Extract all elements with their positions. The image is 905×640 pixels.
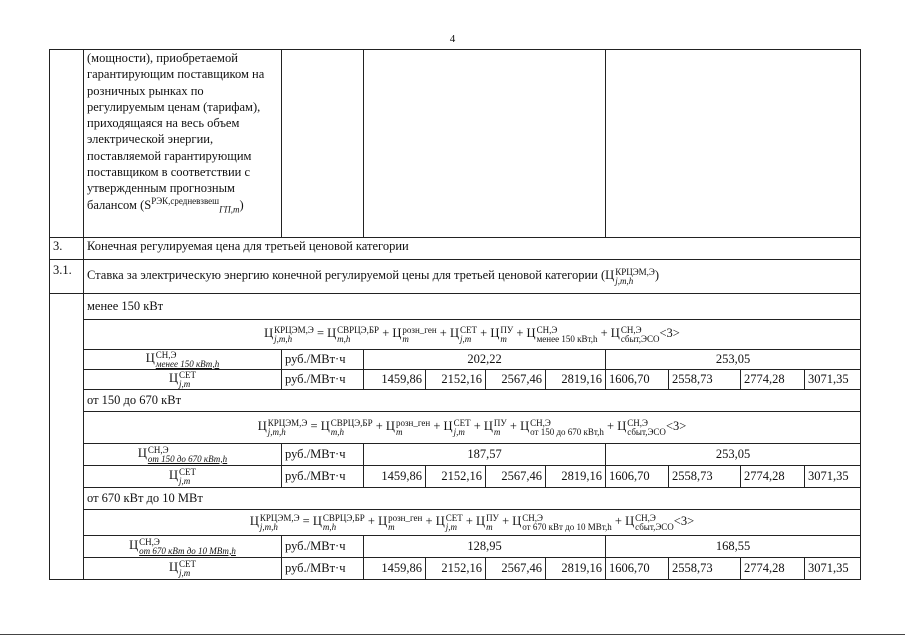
set-value: 2558,73 bbox=[669, 466, 741, 488]
sn-value-right: 253,05 bbox=[606, 350, 861, 370]
sn-label: Ц СН,Э менее 150 кВт,h bbox=[84, 350, 282, 370]
set-value: 1459,86 bbox=[364, 466, 426, 488]
sn-label: Ц СН,Э от 150 до 670 кВт,h bbox=[84, 444, 282, 466]
sn-value-left: 187,57 bbox=[364, 444, 606, 466]
set-value: 3071,35 bbox=[805, 558, 861, 580]
set-value: 2558,73 bbox=[669, 558, 741, 580]
unit: руб./МВт·ч bbox=[282, 558, 364, 580]
section-31-number: 3.1. bbox=[50, 260, 84, 294]
set-label: Ц СЕТ j,m bbox=[84, 370, 282, 390]
set-value: 2819,16 bbox=[546, 370, 606, 390]
set-value: 2819,16 bbox=[546, 466, 606, 488]
group-title: от 670 кВт до 10 МВт bbox=[84, 488, 861, 510]
set-value: 1606,70 bbox=[606, 558, 669, 580]
sn-value-right: 168,55 bbox=[606, 536, 861, 558]
set-value: 1606,70 bbox=[606, 466, 669, 488]
set-value: 2152,16 bbox=[426, 558, 486, 580]
group-2-set-row bbox=[50, 466, 861, 488]
continued-row bbox=[50, 50, 861, 238]
formula: Ц КРЦЭМ,Э j,m,h = Ц СВРЦЭ,БР m,h + Ц розн_ген m + Ц СЕТ j,m + Ц ПУ m + Ц СН,Э от 670 кВт до 10 МВт,h + Ц СН,Э сбыт,ЭСО <3> bbox=[84, 510, 861, 536]
group-1-set-row bbox=[50, 370, 861, 390]
set-value: 2567,46 bbox=[486, 370, 546, 390]
group-1-formula-row bbox=[50, 320, 861, 350]
set-value: 2558,73 bbox=[669, 370, 741, 390]
unit: руб./МВт·ч bbox=[282, 466, 364, 488]
section-3-row bbox=[50, 238, 861, 260]
unit: руб./МВт·ч bbox=[282, 370, 364, 390]
group-3-set-row bbox=[50, 558, 861, 580]
group-1-title-row bbox=[50, 294, 861, 320]
set-value: 2774,28 bbox=[741, 466, 805, 488]
group-3-sn-row bbox=[50, 536, 861, 558]
unit: руб./МВт·ч bbox=[282, 536, 364, 558]
set-value: 1459,86 bbox=[364, 370, 426, 390]
group-3-title-row bbox=[50, 488, 861, 510]
section-3-title: Конечная регулируемая цена для третьей ценовой категории bbox=[84, 238, 861, 260]
sn-value-right: 253,05 bbox=[606, 444, 861, 466]
formula: Ц КРЦЭМ,Э j,m,h = Ц СВРЦЭ,БР m,h + Ц розн_ген m + Ц СЕТ j,m + Ц ПУ m + Ц СН,Э от 150 до 670 кВт,h + Ц СН,Э сбыт,ЭСО <3> bbox=[84, 412, 861, 444]
group-2-title-row bbox=[50, 390, 861, 412]
set-value: 2567,46 bbox=[486, 558, 546, 580]
sn-value-left: 128,95 bbox=[364, 536, 606, 558]
set-value: 1606,70 bbox=[606, 370, 669, 390]
continued-text: (мощности), приобретаемой гарантирующим поставщиком на розничных рынках по регулируемым ценам (тарифам), приходящаяся на весь объем электрической энергии, поставляемой гарантирующим поставщиком в соответствии с утвержденным прогнозным балансом $(S^{РЭК,средневзвеш}_{ГП,m})$ bbox=[84, 50, 282, 238]
group-2-formula-row bbox=[50, 412, 861, 444]
group-title: менее 150 кВт bbox=[84, 294, 861, 320]
set-value: 3071,35 bbox=[805, 466, 861, 488]
set-value: 2152,16 bbox=[426, 466, 486, 488]
set-value: 2152,16 bbox=[426, 370, 486, 390]
unit: руб./МВт·ч bbox=[282, 350, 364, 370]
set-value: 1459,86 bbox=[364, 558, 426, 580]
set-label: Ц СЕТ j,m bbox=[84, 558, 282, 580]
bottom-rule bbox=[0, 634, 905, 635]
page-number: 4 bbox=[449, 33, 456, 45]
set-label: Ц СЕТ j,m bbox=[84, 466, 282, 488]
set-value: 2567,46 bbox=[486, 466, 546, 488]
set-value: 2774,28 bbox=[741, 558, 805, 580]
section-31-row bbox=[50, 260, 861, 294]
set-value: 2774,28 bbox=[741, 370, 805, 390]
set-value: 3071,35 bbox=[805, 370, 861, 390]
set-value: 2819,16 bbox=[546, 558, 606, 580]
formula: Ц КРЦЭМ,Э j,m,h = Ц СВРЦЭ,БР m,h + Ц розн_ген m + Ц СЕТ j,m + Ц ПУ m + Ц СН,Э менее 150 кВт,h + Ц СН,Э сбыт,ЭСО <3> bbox=[84, 320, 861, 350]
sn-label: Ц СН,Э от 670 кВт до 10 МВт,h bbox=[84, 536, 282, 558]
group-title: от 150 до 670 кВт bbox=[84, 390, 861, 412]
group-1-sn-row bbox=[50, 350, 861, 370]
section-31-title: Ставка за электрическую энергию конечной регулируемой цены для третьей ценовой категории (Ц КРЦЭМ,Э j,m,h ) bbox=[84, 260, 861, 294]
group-3-formula-row bbox=[50, 510, 861, 536]
sn-value-left: 202,22 bbox=[364, 350, 606, 370]
unit: руб./МВт·ч bbox=[282, 444, 364, 466]
price-table bbox=[49, 49, 861, 580]
group-2-sn-row bbox=[50, 444, 861, 466]
section-3-number: 3. bbox=[50, 238, 84, 260]
